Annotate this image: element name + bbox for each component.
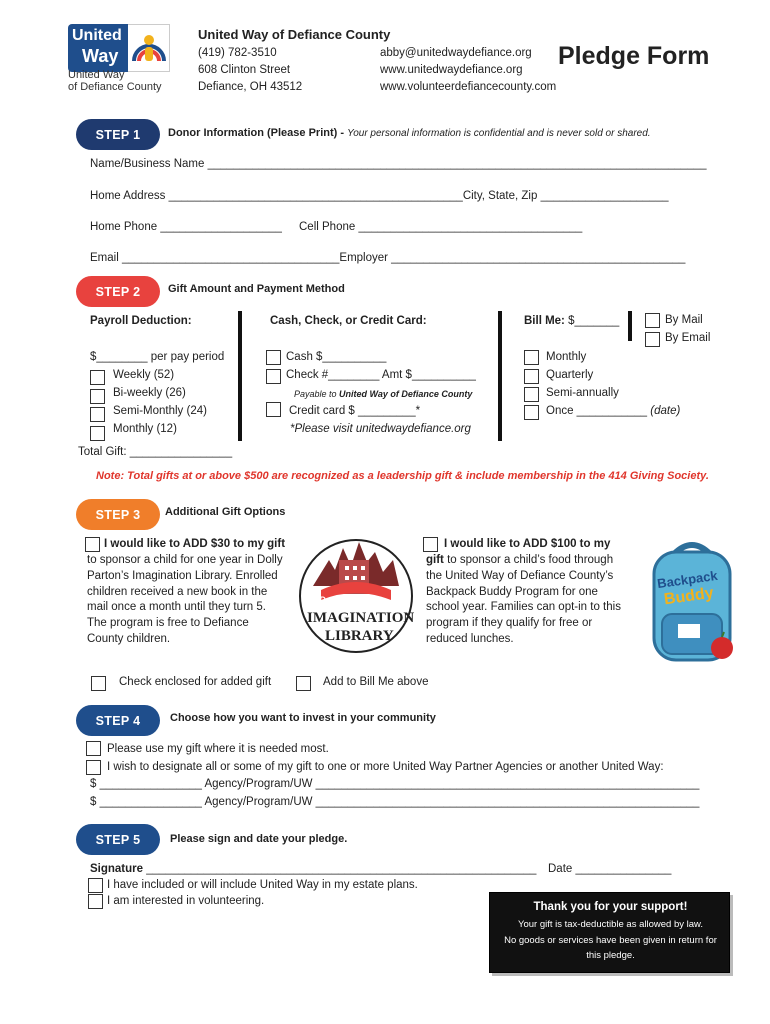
library-word: LIBRARY (325, 628, 394, 644)
org-name: United Way of Defiance County (198, 27, 391, 42)
step1-title (168, 127, 651, 139)
tax-deductible-note: Your gift is tax-deductible as allowed by law. (517, 919, 703, 930)
volunteer-website[interactable]: www.volunteerdefiancecounty.com (380, 81, 557, 93)
org-email[interactable]: abby@unitedwaydefiance.org (380, 47, 532, 59)
cell-phone-field[interactable]: Cell Phone ___________________________________ (299, 221, 583, 233)
estate-checkbox[interactable] (88, 878, 103, 893)
semimonthly-checkbox[interactable] (90, 407, 105, 422)
logo-emblem (128, 24, 170, 72)
step2-title: Gift Amount and Payment Method (168, 283, 345, 295)
buddy-word: Buddy (662, 584, 715, 609)
logo-subtitle-1: United Way (68, 69, 125, 81)
imagination-desc-2: Parton’s Imagination Library. Enrolled (87, 570, 278, 582)
by-mail-checkbox[interactable] (645, 313, 660, 328)
backpack-desc-5: program if they qualify for free or (426, 617, 593, 629)
biweekly-checkbox[interactable] (90, 389, 105, 404)
add-30-label: I would like to ADD $30 to my gift (104, 538, 286, 550)
add-30-checkbox[interactable] (85, 537, 100, 552)
thank-you-box (489, 892, 730, 973)
by-email-label: By Email (665, 332, 711, 344)
imagination-word: IMAGINATION (307, 610, 415, 626)
add-100-label-cont: gift (426, 554, 444, 566)
check-enclosed-checkbox[interactable] (91, 676, 106, 691)
bill-monthly-checkbox[interactable] (524, 350, 539, 365)
payable-prefix: Payable to (294, 389, 337, 399)
home-phone-field[interactable]: Home Phone ___________________ (90, 221, 282, 233)
imagination-desc-5: The program is free to Defiance (87, 617, 249, 629)
step3-title: Additional Gift Options (165, 506, 286, 518)
add-to-bill-label: Add to Bill Me above (323, 676, 429, 688)
bill-once-label: Once ___________ (546, 405, 648, 417)
cash-field[interactable]: Cash $__________ (286, 351, 387, 363)
org-phone: (419) 782-3510 (198, 47, 277, 59)
dolly-parton-script: Dolly Parton’s (319, 595, 383, 606)
volunteer-label: I am interested in volunteering. (107, 895, 265, 907)
bill-monthly-label: Monthly (546, 351, 587, 363)
signature-line: _____________________________________________________________ (146, 863, 537, 875)
step4-title: Choose how you want to invest in your community (170, 712, 436, 724)
add-100-checkbox[interactable] (423, 537, 438, 552)
email-employer-field[interactable]: Email __________________________________Employer ______________________________________________ (90, 252, 686, 264)
imagination-desc-6: County children. (87, 633, 171, 645)
logo-word-united: United (72, 27, 122, 44)
logo-subtitle-2: of Defiance County (68, 81, 162, 93)
weekly-label: Weekly (52) (113, 369, 175, 381)
column-divider-1 (238, 311, 242, 441)
org-city: Defiance, OH 43512 (198, 81, 303, 93)
step5-badge: STEP 5 (76, 824, 160, 855)
signature-label: Signature (90, 863, 144, 875)
imagination-desc-1: to sponsor a child for one year in Dolly (87, 554, 283, 566)
form-title: Pledge Form (558, 42, 710, 70)
designate-checkbox[interactable] (86, 760, 101, 775)
credit-card-field[interactable]: Credit card $ _________* (289, 405, 421, 417)
check-checkbox[interactable] (266, 369, 281, 384)
logo-word-way: Way (82, 46, 119, 66)
imagination-desc-3: children received a new book in the (87, 586, 268, 598)
backpack-desc-6: reduced lunches. (426, 633, 514, 645)
step2-badge: STEP 2 (76, 276, 160, 307)
bill-once-date-note: (date) (650, 405, 681, 417)
agency-field-2[interactable]: $ ________________ Agency/Program/UW ____________________________________________________________ (90, 796, 700, 808)
leadership-note: Note: Total gifts at or above $500 are recognized as a leadership gift & include membership in the 414 Giving Society. (96, 470, 709, 482)
column-divider-3 (628, 311, 632, 341)
pledge-note: this pledge. (586, 950, 635, 961)
monthly-payroll-checkbox[interactable] (90, 426, 105, 441)
check-enclosed-label: Check enclosed for added gift (119, 676, 272, 688)
payable-to-note (294, 389, 472, 399)
no-goods-note: No goods or services have been given in return for (504, 935, 717, 946)
imagination-library-logo (299, 530, 413, 660)
step3-badge: STEP 3 (76, 499, 160, 530)
united-way-logo (68, 24, 170, 72)
by-email-checkbox[interactable] (645, 332, 660, 347)
bill-semiannually-checkbox[interactable] (524, 387, 539, 402)
add-to-bill-checkbox[interactable] (296, 676, 311, 691)
thank-you-title: Thank you for your support! (533, 901, 688, 913)
cash-check-card-label: Cash, Check, or Credit Card: (270, 315, 427, 327)
step1-title-text: Donor Information (Please Print) - (168, 127, 345, 139)
bill-quarterly-label: Quarterly (546, 369, 594, 381)
bill-semiannually-label: Semi-annually (546, 387, 619, 399)
bill-me-field[interactable] (524, 315, 619, 327)
visit-website-note: *Please visit unitedwaydefiance.org (290, 423, 471, 435)
bill-once-checkbox[interactable] (524, 405, 539, 420)
bill-me-amount: $_______ (568, 315, 620, 327)
monthly-payroll-label: Monthly (12) (113, 423, 177, 435)
backpack-desc-1 (426, 554, 613, 566)
address-field[interactable]: Home Address ______________________________________________City, State, Zip ____________________ (90, 190, 669, 202)
step1-badge: STEP 1 (76, 119, 160, 150)
signature-field[interactable] (90, 863, 536, 875)
imagination-desc-4: mail once a month until they turn 5. (87, 601, 266, 613)
step5-title: Please sign and date your pledge. (170, 833, 348, 845)
needed-most-checkbox[interactable] (86, 741, 101, 756)
hand-rainbow-icon (128, 25, 170, 73)
step1-privacy-note: Your personal information is confidential and is never sold or shared. (347, 128, 651, 139)
backpack-desc-4: school year. Families can opt-in to this (426, 601, 621, 613)
bill-once-field[interactable] (546, 405, 680, 417)
designate-label: I wish to designate all or some of my gift to one or more United Way Partner Agencies or another United Way: (107, 761, 664, 773)
org-street: 608 Clinton Street (198, 64, 291, 76)
backpack-buddy-logo (648, 540, 736, 668)
weekly-checkbox[interactable] (90, 370, 105, 385)
check-field[interactable]: Check #________ Amt $__________ (286, 369, 476, 381)
by-mail-label: By Mail (665, 314, 703, 326)
bill-quarterly-checkbox[interactable] (524, 369, 539, 384)
agency-field-1[interactable]: $ ________________ Agency/Program/UW ____________________________________________________________ (90, 778, 700, 790)
estate-label: I have included or will include United Way in my estate plans. (107, 879, 418, 891)
volunteer-checkbox[interactable] (88, 894, 103, 909)
credit-card-checkbox[interactable] (266, 402, 281, 417)
total-gift-field[interactable]: Total Gift: ________________ (78, 446, 233, 458)
add-100-label: I would like to ADD $100 to my (444, 538, 611, 550)
per-pay-period-field[interactable]: $________ per pay period (90, 351, 225, 363)
name-field[interactable]: Name/Business Name ______________________________________________________________________________ (90, 158, 707, 170)
payable-org: United Way of Defiance County (339, 389, 473, 399)
biweekly-label: Bi-weekly (26) (113, 387, 186, 399)
backpack-desc-3: Backpack Buddy Program for one (426, 586, 598, 598)
org-website[interactable]: www.unitedwaydefiance.org (380, 64, 523, 76)
backpack-desc-2: the United Way of Defiance County’s (426, 570, 614, 582)
date-field[interactable]: Date _______________ (548, 863, 672, 875)
step4-badge: STEP 4 (76, 705, 160, 736)
needed-most-label: Please use my gift where it is needed most. (107, 743, 329, 755)
semimonthly-label: Semi-Monthly (24) (113, 405, 207, 417)
backpack-desc-1-text: to sponsor a child’s food through (447, 554, 614, 566)
backpack-word: Backpack (656, 567, 719, 592)
bill-me-label: Bill Me: (524, 315, 565, 327)
column-divider-2 (498, 311, 502, 441)
cash-checkbox[interactable] (266, 350, 281, 365)
payroll-label: Payroll Deduction: (90, 315, 192, 327)
